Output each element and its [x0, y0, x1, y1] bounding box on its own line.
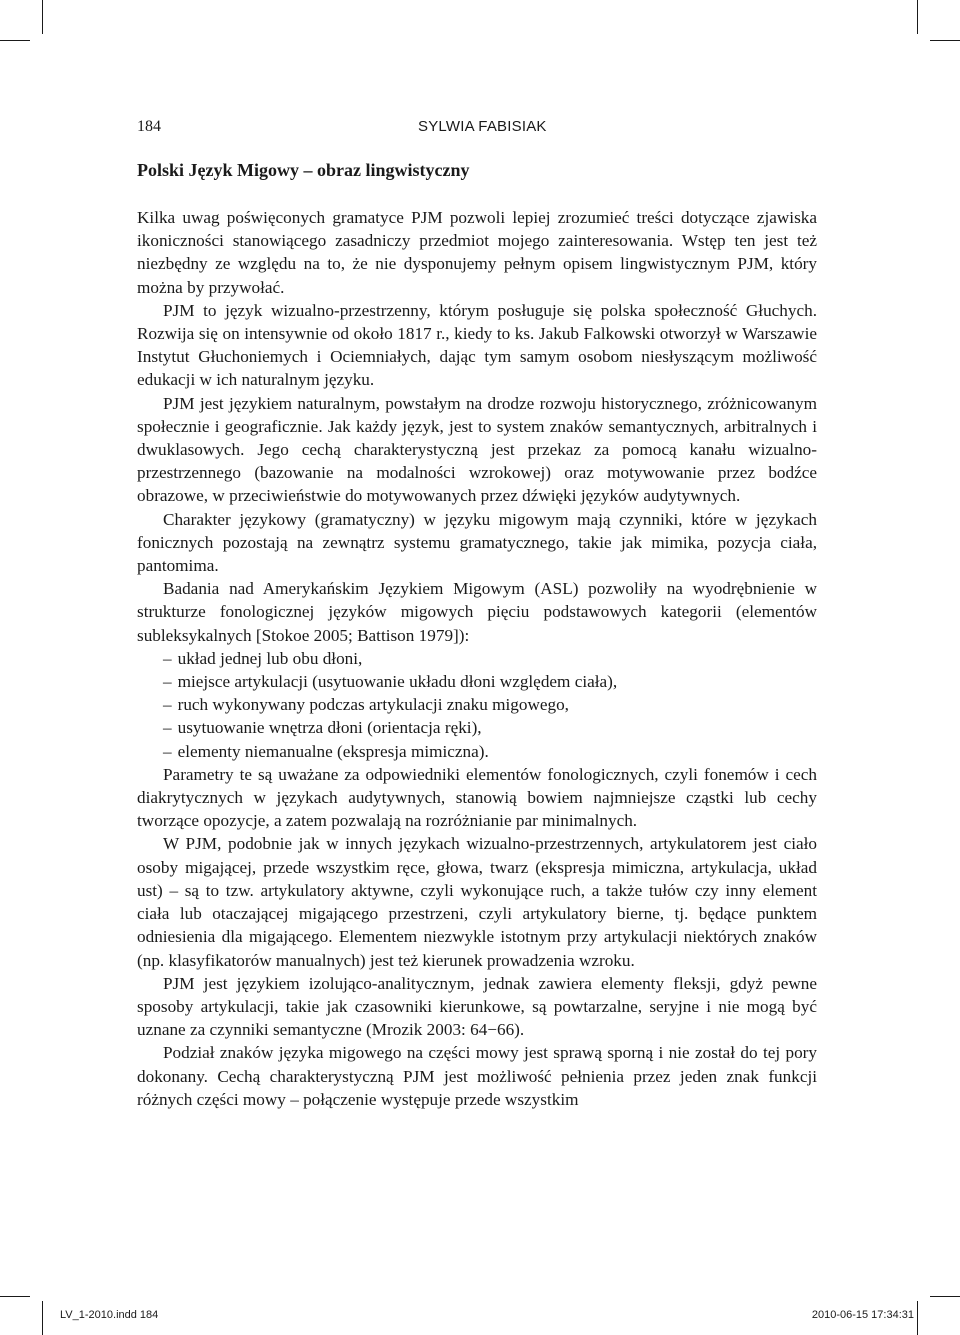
list-item-text: układ jednej lub obu dłoni,: [177, 648, 363, 668]
list-item: [137, 716, 817, 739]
list-dash: –: [163, 718, 172, 738]
crop-mark: [42, 1301, 43, 1335]
list-item: [137, 740, 817, 763]
print-slug: [60, 1309, 914, 1325]
list-dash: –: [163, 741, 172, 761]
list-dash: –: [163, 695, 172, 715]
list-item: [137, 670, 817, 693]
crop-mark: [0, 1296, 30, 1297]
list-dash: –: [163, 648, 172, 668]
body-text: [137, 206, 817, 1111]
crop-mark: [930, 1296, 960, 1297]
crop-mark: [917, 1301, 918, 1335]
crop-mark: [917, 0, 918, 34]
crop-mark: [0, 40, 30, 41]
list-item-text: ruch wykonywany podczas artykulacji znaku migowego,: [177, 695, 569, 715]
crop-mark: [42, 0, 43, 34]
crop-mark: [930, 40, 960, 41]
section-title: Polski Język Migowy – obraz lingwistyczny: [137, 160, 470, 180]
file-slug: LV_1-2010.indd 184: [60, 1309, 159, 1321]
list-item: [137, 693, 817, 716]
paragraph: Podział znaków języka migowego na części mowy jest sprawą sporną i nie został do tej pory dokonany. Cechą charakterystyczną PJM jest możliwość pełnienia przez jeden znak funkcji różnych części mowy – połączenie występuje przede wszystkim: [137, 1043, 817, 1109]
list-item: [137, 647, 817, 670]
paragraph: Parametry te są uważane za odpowiedniki elementów fonologicznych, czyli fonemów i cech diakrytycznych w językach audytywnych, stanowią bowiem najmniejsze cząstki lub cechy tworzące opozycje, a zatem pozwalają na rozróżnianie par minimalnych.: [137, 764, 817, 831]
paragraph: PJM jest językiem izolująco-analitycznym, jednak zawiera elementy fleksji, gdyż pewne sposoby artykulacji, takie jak czasowniki kierunkowe, są powtarzalne, seryjne i nie mogą być uznane za czynniki semantyczne (Mrozik 2003: 64−66).: [137, 973, 817, 1040]
paragraph: Charakter językowy (gramatyczny) w języku migowym mają czynniki, które w językach fonicznych pozostają na zewnątrz systemu gramatycznego, takie jak mimika, pozycja ciała, pantomima.: [137, 509, 817, 576]
paragraph: PJM jest językiem naturalnym, powstałym na drodze rozwoju historycznego, zróżnicowanym społecznie i geograficznie. Jak każdy język, jest to system znaków semantycznych, arbitralnych i dwuklasowych. Jego cechą charakterystyczną jest przekaz za pomocą kanału wizualno-przestrzennego (bazowanie na modalności wzrokowej) oraz motywowanie przez bodźce obrazowe, w przeciwieństwie do motywowanych przez dźwięki języków audytywnych.: [137, 393, 817, 506]
list-dash: –: [163, 672, 172, 692]
category-list: [137, 647, 817, 763]
page-number: 184: [137, 118, 161, 135]
list-item-text: usytuowanie wnętrza dłoni (orientacja ręki),: [177, 718, 482, 738]
list-item-text: elementy niemanualne (ekspresja mimiczna).: [177, 741, 489, 761]
paragraph: PJM to język wizualno-przestrzenny, którym posługuje się polska społeczność Głuchych. Rozwija się on intensywnie od około 1817 r., kiedy to ks. Jakub Falkowski otworzył w Warszawie Instytut Głuchoniemych i Ociemniałych, dając tym samym osobom niesłyszącym możliwość edukacji w ich naturalnym języku.: [137, 300, 817, 390]
print-timestamp: 2010-06-15 17:34:31: [811, 1309, 914, 1321]
page-header: [137, 118, 817, 140]
running-head: SYLWIA FABISIAK: [418, 118, 547, 135]
paragraph: Badania nad Amerykańskim Językiem Migowym (ASL) pozwoliły na wyodrębnienie w strukturze fonologicznej języków migowych pięciu podstawowych kategorii (elementów subleksykalnych [Stokoe 2005; Battison 1979]):: [137, 579, 817, 645]
paragraph: W PJM, podobnie jak w innych językach wizualno-przestrzennych, artykulatorem jest ciało osoby migającej, przede wszystkim ręce, głowa, twarz (ekspresja mimiczna, artykulacja, układ ust) – są to tzw. artykulatory aktywne, czyli wykonujące ruch, a także tułów czy inny element ciała lub otaczającej migającego przestrzeni, czyli artykulatory bierne, tj. będące punktem odniesienia dla migającego. Elementem niezwykle istotnym przy artykulacji niektórych znaków (np. klasyfikatorów manualnych) jest też kierunek prowadzenia wzroku.: [137, 834, 817, 970]
paragraph: Kilka uwag poświęconych gramatyce PJM pozwoli lepiej zrozumieć treści dotyczące zjawiska ikoniczności stanowiącego zasadniczy przedmiot mojego zainteresowania. Wstęp ten jest też niezbędny ze względu na to, że nie dysponujemy pełnym opisem lingwistycznym PJM, który można by przywołać.: [137, 208, 817, 297]
list-item-text: miejsce artykulacji (usytuowanie układu dłoni względem ciała),: [177, 672, 618, 692]
